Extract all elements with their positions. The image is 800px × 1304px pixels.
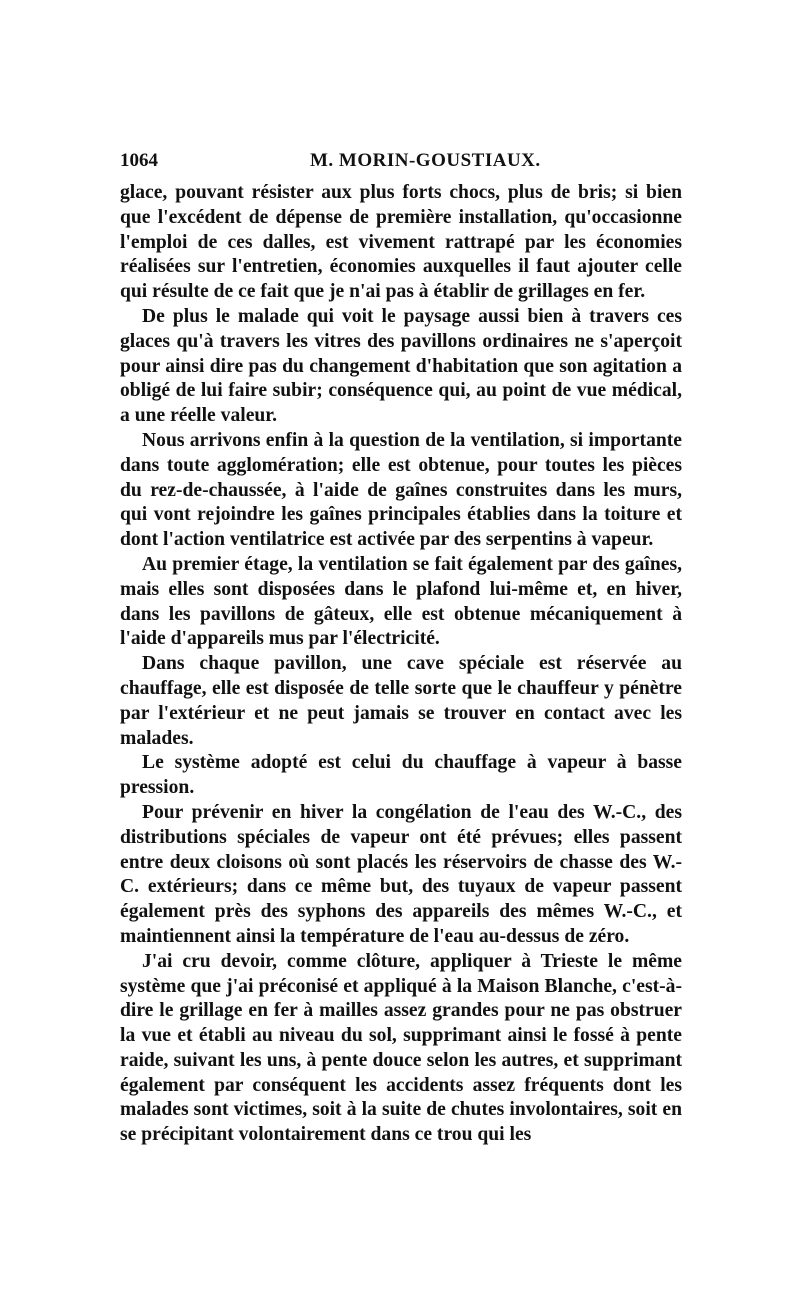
body-text (120, 181, 682, 1148)
page-number: 1064 (120, 150, 158, 171)
page-header (120, 150, 680, 180)
paragraph: glace, pouvant résister aux plus forts chocs, plus de bris; si bien que l'excédent de dépense de première installation, qu'occasionne l'emploi de ces dalles, est vivement rattrapé par les économies réalisées sur l'entretien, économies auxquelles il faut ajouter celle qui résulte de ce fait que je n'ai pas à établir de grillages en fer. (120, 182, 682, 303)
paragraph: De plus le malade qui voit le paysage aussi bien à travers ces glaces qu'à travers les vitres des pavillons ordinaires ne s'aperçoit pour ainsi dire pas du changement d'habitation que son agitation a obligé de lui faire subir; conséquence qui, au point de vue médical, a une réelle valeur. (120, 305, 682, 427)
paragraph: Nous arrivons enfin à la question de la ventilation, si importante dans toute agglomération; elle est obtenue, pour toutes les pièces du rez-de-chaussée, à l'aide de gaînes construites dans les murs, qui vont rejoindre les gaînes principales établies dans la toiture et dont l'action ventilatrice est activée par des serpentins à vapeur. (120, 429, 682, 551)
paragraph: Au premier étage, la ventilation se fait également par des gaînes, mais elles sont disposées dans le plafond lui-même et, en hiver, dans les pavillons de gâteux, elle est obtenue mécaniquement à l'aide d'appareils mus par l'électricité. (120, 553, 682, 650)
paragraph: Dans chaque pavillon, une cave spéciale est réservée au chauffage, elle est disposée de telle sorte que le chauffeur y pénètre par l'extérieur et ne peut jamais se trouver en contact avec les malades. (120, 653, 682, 749)
running-head: M. MORIN-GOUSTIAUX. (310, 150, 541, 171)
paragraph: Pour prévenir en hiver la congélation de l'eau des W.-C., des distributions spéciales de vapeur ont été prévues; elles passent entre deux cloisons où sont placés les réservoirs de chasse des W.-C. extérieurs; dans ce même but, des tuyaux de vapeur passent également près des syphons des appareils des mêmes W.-C., et maintiennent ainsi la température de l'eau au-dessus de zéro. (120, 801, 682, 947)
paragraph: J'ai cru devoir, comme clôture, appliquer à Trieste le même système que j'ai préconisé et appliqué à la Maison Blanche, c'est-à-dire le grillage en fer à mailles assez grandes pour ne pas obstruer la vue et établi au niveau du sol, supprimant ainsi le fossé à pente raide, suivant les uns, à pente douce selon les autres, et supprimant également par conséquent les accidents assez fréquents dont les malades sont victimes, soit à la suite de chutes involontaires, soit en se précipitant volontairement dans ce trou qui les (120, 950, 682, 1146)
paragraph: Le système adopté est celui du chauffage à vapeur à basse pression. (120, 752, 682, 799)
